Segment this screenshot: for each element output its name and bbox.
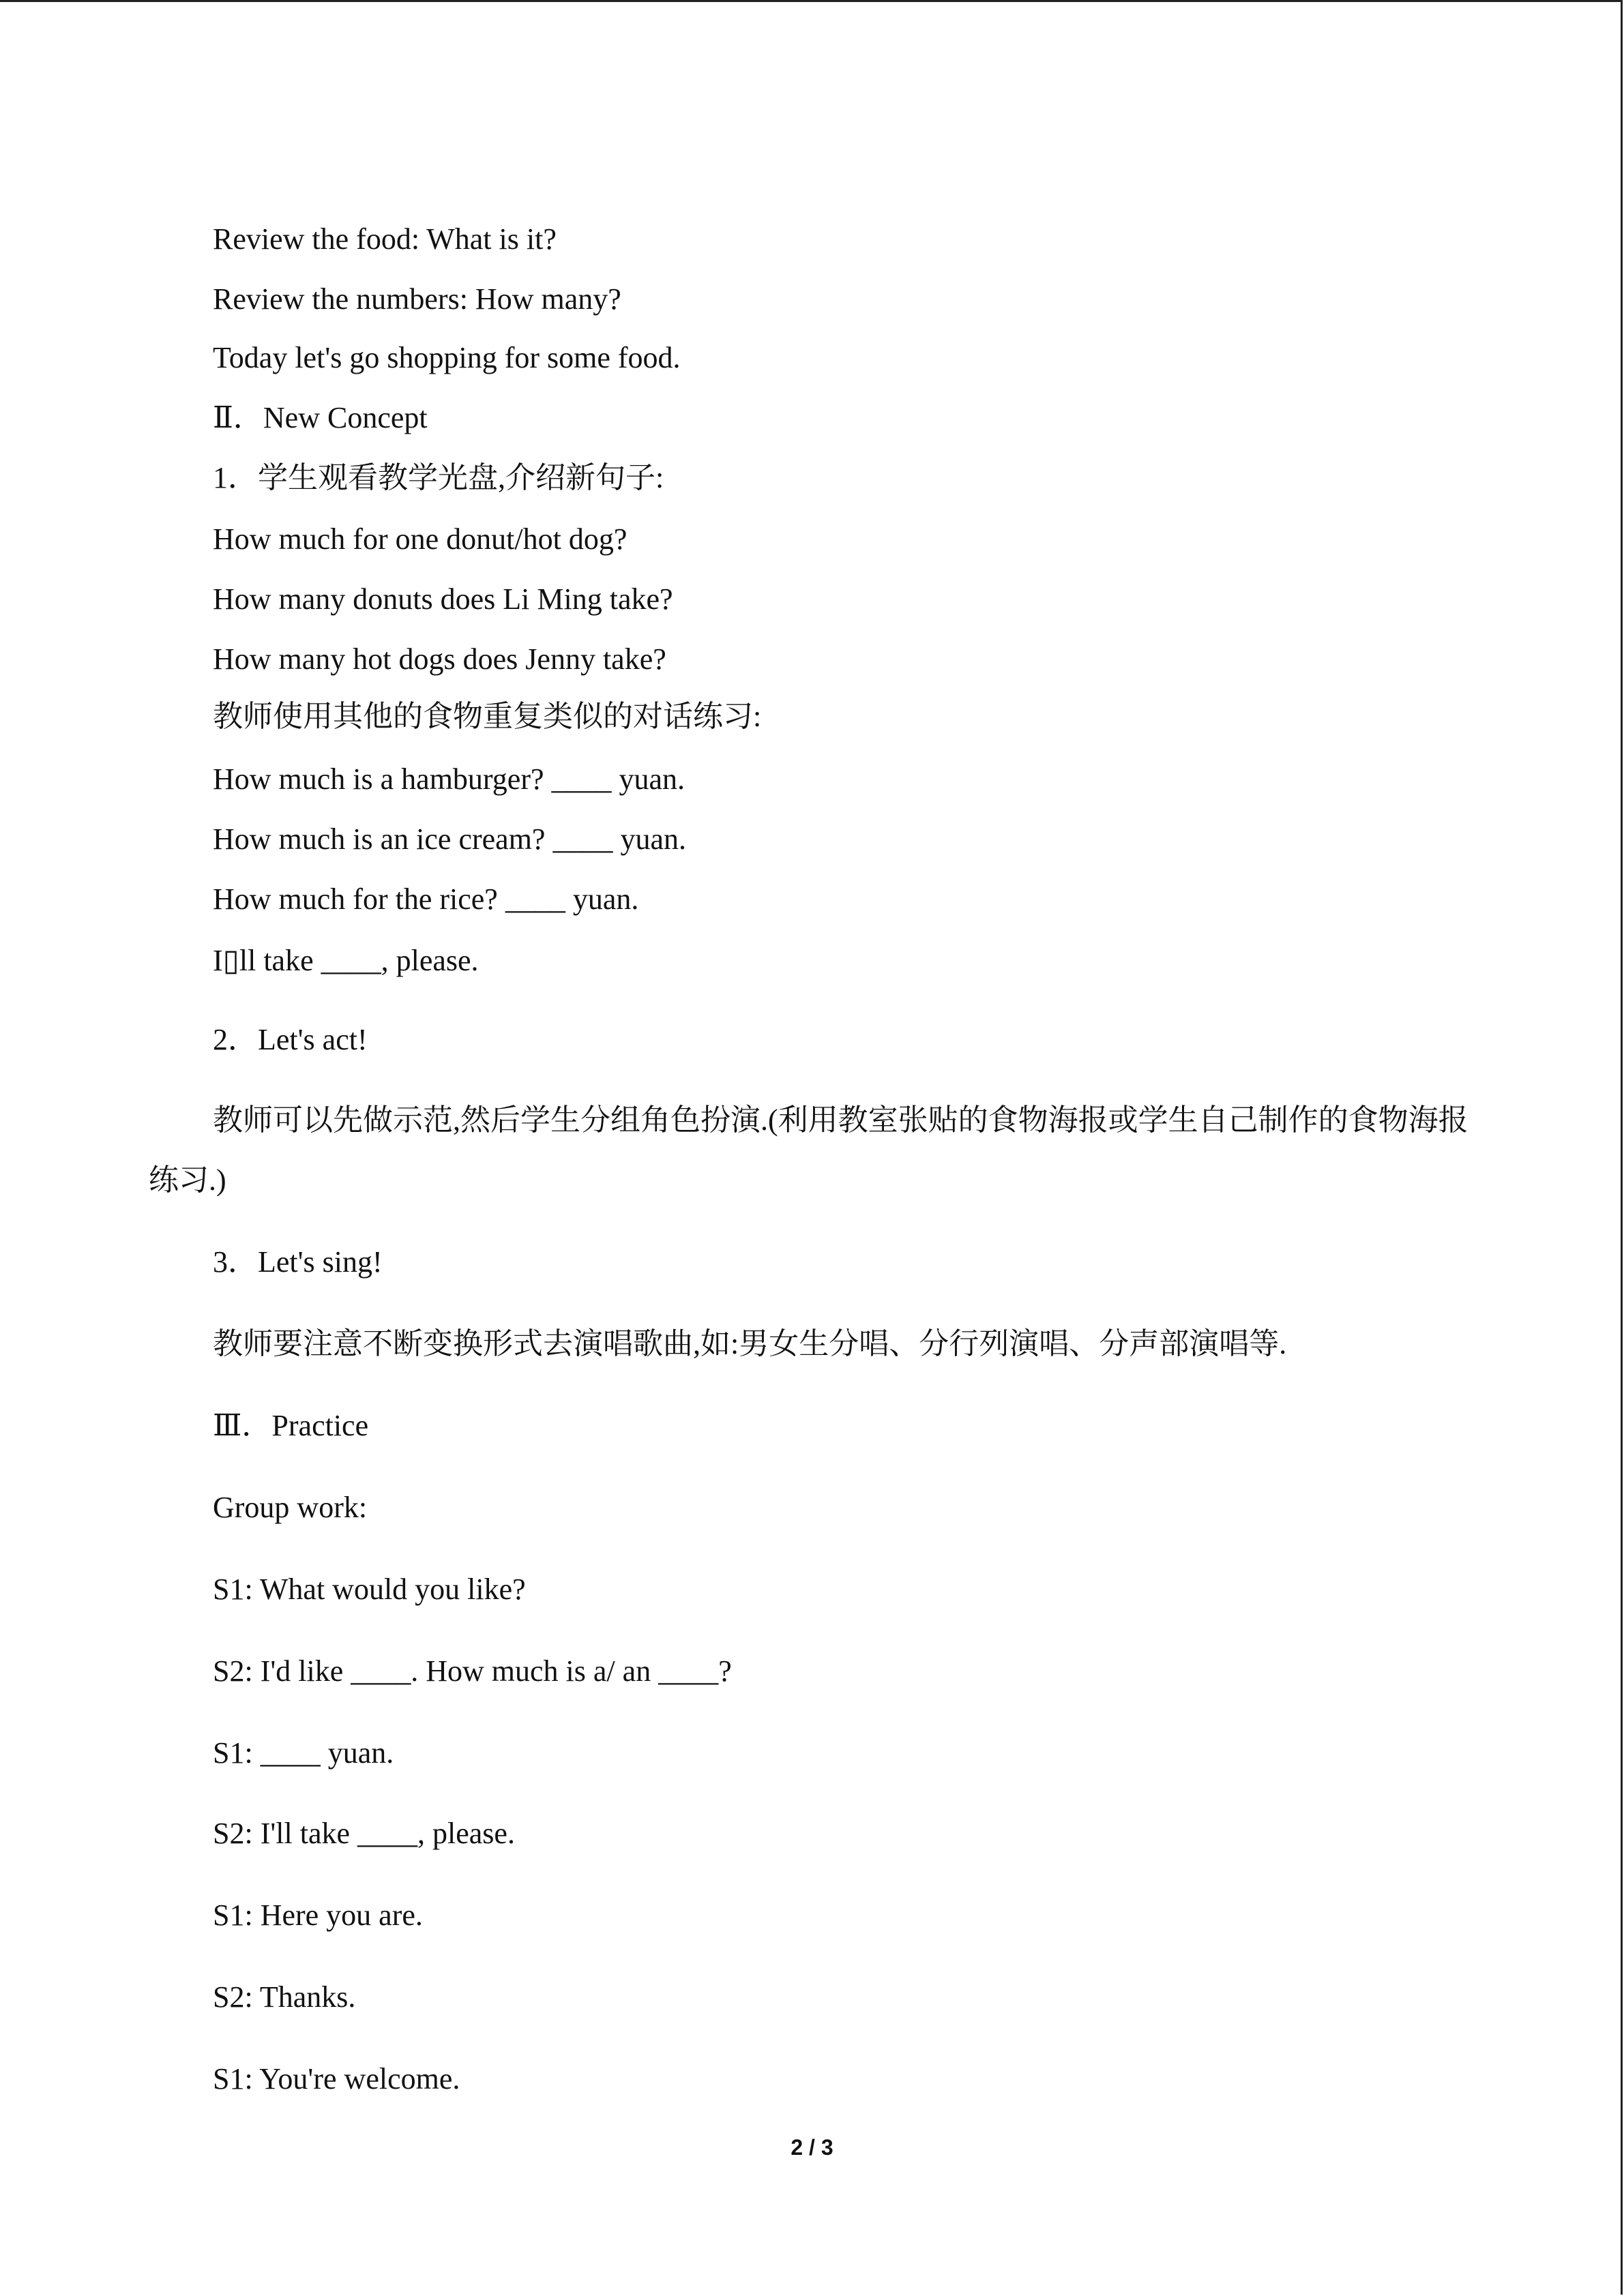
step-1-heading: 1．学生观看教学光盘,介绍新句子:	[213, 461, 664, 494]
step-2-heading: 2．Let's act!	[213, 1023, 368, 1056]
dialogue-line-5: S1: Here you are.	[213, 1898, 423, 1932]
dialogue-line-7: S1: You're welcome.	[213, 2062, 460, 2096]
singing-instruction: 教师要注意不断变换形式去演唱歌曲,如:男女生分唱、分行列演唱、分声部演唱等.	[213, 1327, 1287, 1360]
sentence-how-many-donuts: How many donuts does Li Ming take?	[213, 582, 673, 616]
review-numbers-line: Review the numbers: How many?	[213, 282, 621, 316]
sentence-ice-cream-price: How much is an ice cream? ____ yuan.	[213, 822, 686, 856]
dialogue-line-1: S1: What would you like?	[213, 1572, 526, 1606]
step-3-heading: 3．Let's sing!	[213, 1245, 383, 1279]
role-play-instruction: 教师可以先做示范,然后学生分组角色扮演.(利用教室张贴的食物海报或学生自己制作的食物海报练习.)	[149, 1103, 1468, 1197]
section-heading-practice: Ⅲ．Practice	[213, 1409, 369, 1442]
sentence-ill-take: I▯ll take ____, please.	[213, 944, 479, 977]
dialogue-line-4: S2: I'll take ____, please.	[213, 1817, 515, 1850]
review-food-line: Review the food: What is it?	[213, 222, 557, 256]
shopping-intro-line: Today let's go shopping for some food.	[213, 341, 681, 374]
dialogue-line-3: S1: ____ yuan.	[213, 1736, 394, 1770]
sentence-rice-price: How much for the rice? ____ yuan.	[213, 882, 639, 916]
dialogue-line-6: S2: Thanks.	[213, 1980, 356, 2014]
sentence-how-much-donut: How much for one donut/hot dog?	[213, 522, 628, 556]
sentence-hamburger-price: How much is a hamburger? ____ yuan.	[213, 762, 685, 796]
dialogue-line-2: S2: I'd like ____. How much is a/ an ____?	[213, 1654, 732, 1688]
section-heading-new-concept: Ⅱ．New Concept	[213, 401, 428, 434]
sentence-how-many-hot-dogs: How many hot dogs does Jenny take?	[213, 642, 666, 676]
group-work-label: Group work:	[213, 1491, 368, 1524]
teacher-dialogue-instruction: 教师使用其他的食物重复类似的对话练习:	[213, 700, 762, 733]
page-number: 2 / 3	[791, 2135, 833, 2160]
